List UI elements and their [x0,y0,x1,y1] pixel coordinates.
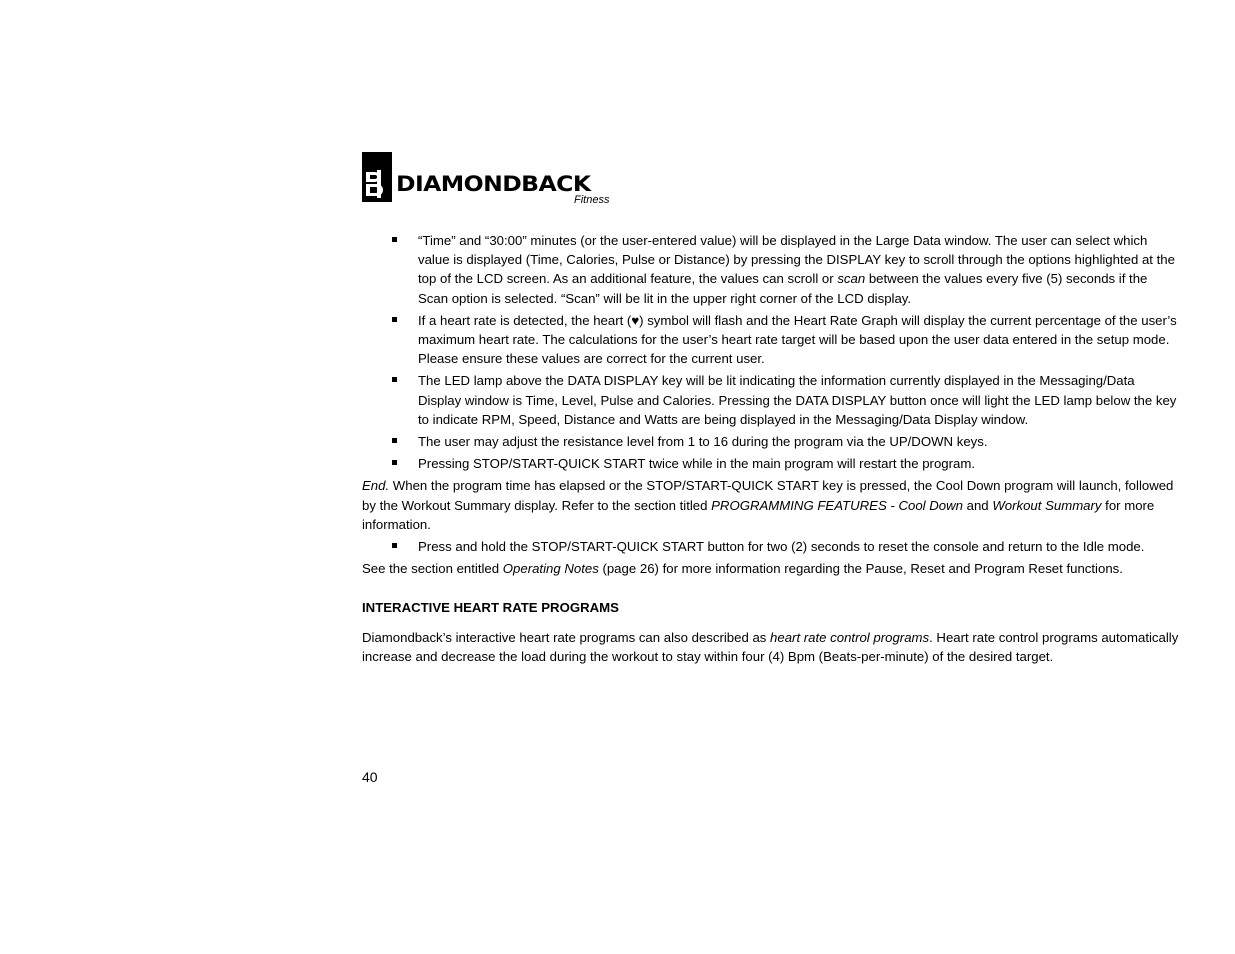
square-bullet-icon [392,438,397,443]
end-paragraph: End. When the program time has elapsed or the STOP/START-QUICK START key is pressed, the Cool Down program will launch, followed by the Workout Summary display. Refer to the section titled PROGRAMMING FEATURES - Cool Down and Workout Summary for more information. [362,478,1174,532]
list-item [362,537,1180,556]
see-also-paragraph: See the section entitled Operating Notes (page 26) for more information regarding the Pause, Reset and Program Reset functions. [362,561,1123,577]
section-heading: INTERACTIVE HEART RATE PROGRAMS [362,600,619,616]
list-item [362,231,1180,308]
brand-wordmark: DIAMONDBACK [396,172,591,196]
diamondback-db-mark-icon [362,152,392,202]
list-item [362,454,1180,473]
list-item-text: If a heart rate is detected, the heart (♥) symbol will flash and the Heart Rate Graph will display the current percentage of the user’s maximum heart rate. The calculations for the user’s heart rate target will be based upon the user data entered in the setup mode. Please ensure these values are correct for the current user. [418,312,1177,367]
list-item-text: “Time” and “30:00” minutes (or the user-entered value) will be displayed in the Large Data window. The user can select which value is displayed (Time, Calories, Pulse or Distance) by pressing the DISPLAY key to scroll through the options highlighted at the top of the LCD screen. As an additional feature, the values can scroll or scan between the values every five (5) seconds if the Scan option is selected. “Scan” will be lit in the upper right corner of the LCD display. [418,233,1175,306]
square-bullet-icon [392,317,397,322]
intro-paragraph: Diamondback’s interactive heart rate programs can also described as heart rate control programs. Heart rate control programs automatically increase and decrease the load during the workout to stay within four (4) Bpm (Beats-per-minute) of the desired target. [362,629,1179,664]
square-bullet-icon [392,460,397,465]
brand-logo [362,152,622,208]
list-item [362,432,1180,451]
document-body [362,231,1180,669]
list-item-text: Pressing STOP/START-QUICK START twice while in the main program will restart the program. [418,456,975,472]
list-item-text: Press and hold the STOP/START-QUICK START button for two (2) seconds to reset the console and return to the Idle mode. [418,539,1145,555]
bullet-list-top [362,231,1180,473]
list-item [362,311,1180,369]
page-number: 40 [362,769,378,785]
square-bullet-icon [392,543,397,548]
list-item-text: The user may adjust the resistance level from 1 to 16 during the program via the UP/DOWN keys. [418,434,988,450]
list-item [362,371,1180,429]
bullet-list-middle [362,537,1180,556]
brand-subtitle: Fitness [574,194,610,206]
square-bullet-icon [392,377,397,382]
square-bullet-icon [392,237,397,242]
list-item-text: The LED lamp above the DATA DISPLAY key will be lit indicating the information currently displayed in the Messaging/Data Display window is Time, Level, Pulse and Calories. Pressing the DATA DISPLAY button once will light the LED lamp below the key to indicate RPM, Speed, Distance and Watts are being displayed in the Messaging/Data Display window. [418,373,1177,427]
